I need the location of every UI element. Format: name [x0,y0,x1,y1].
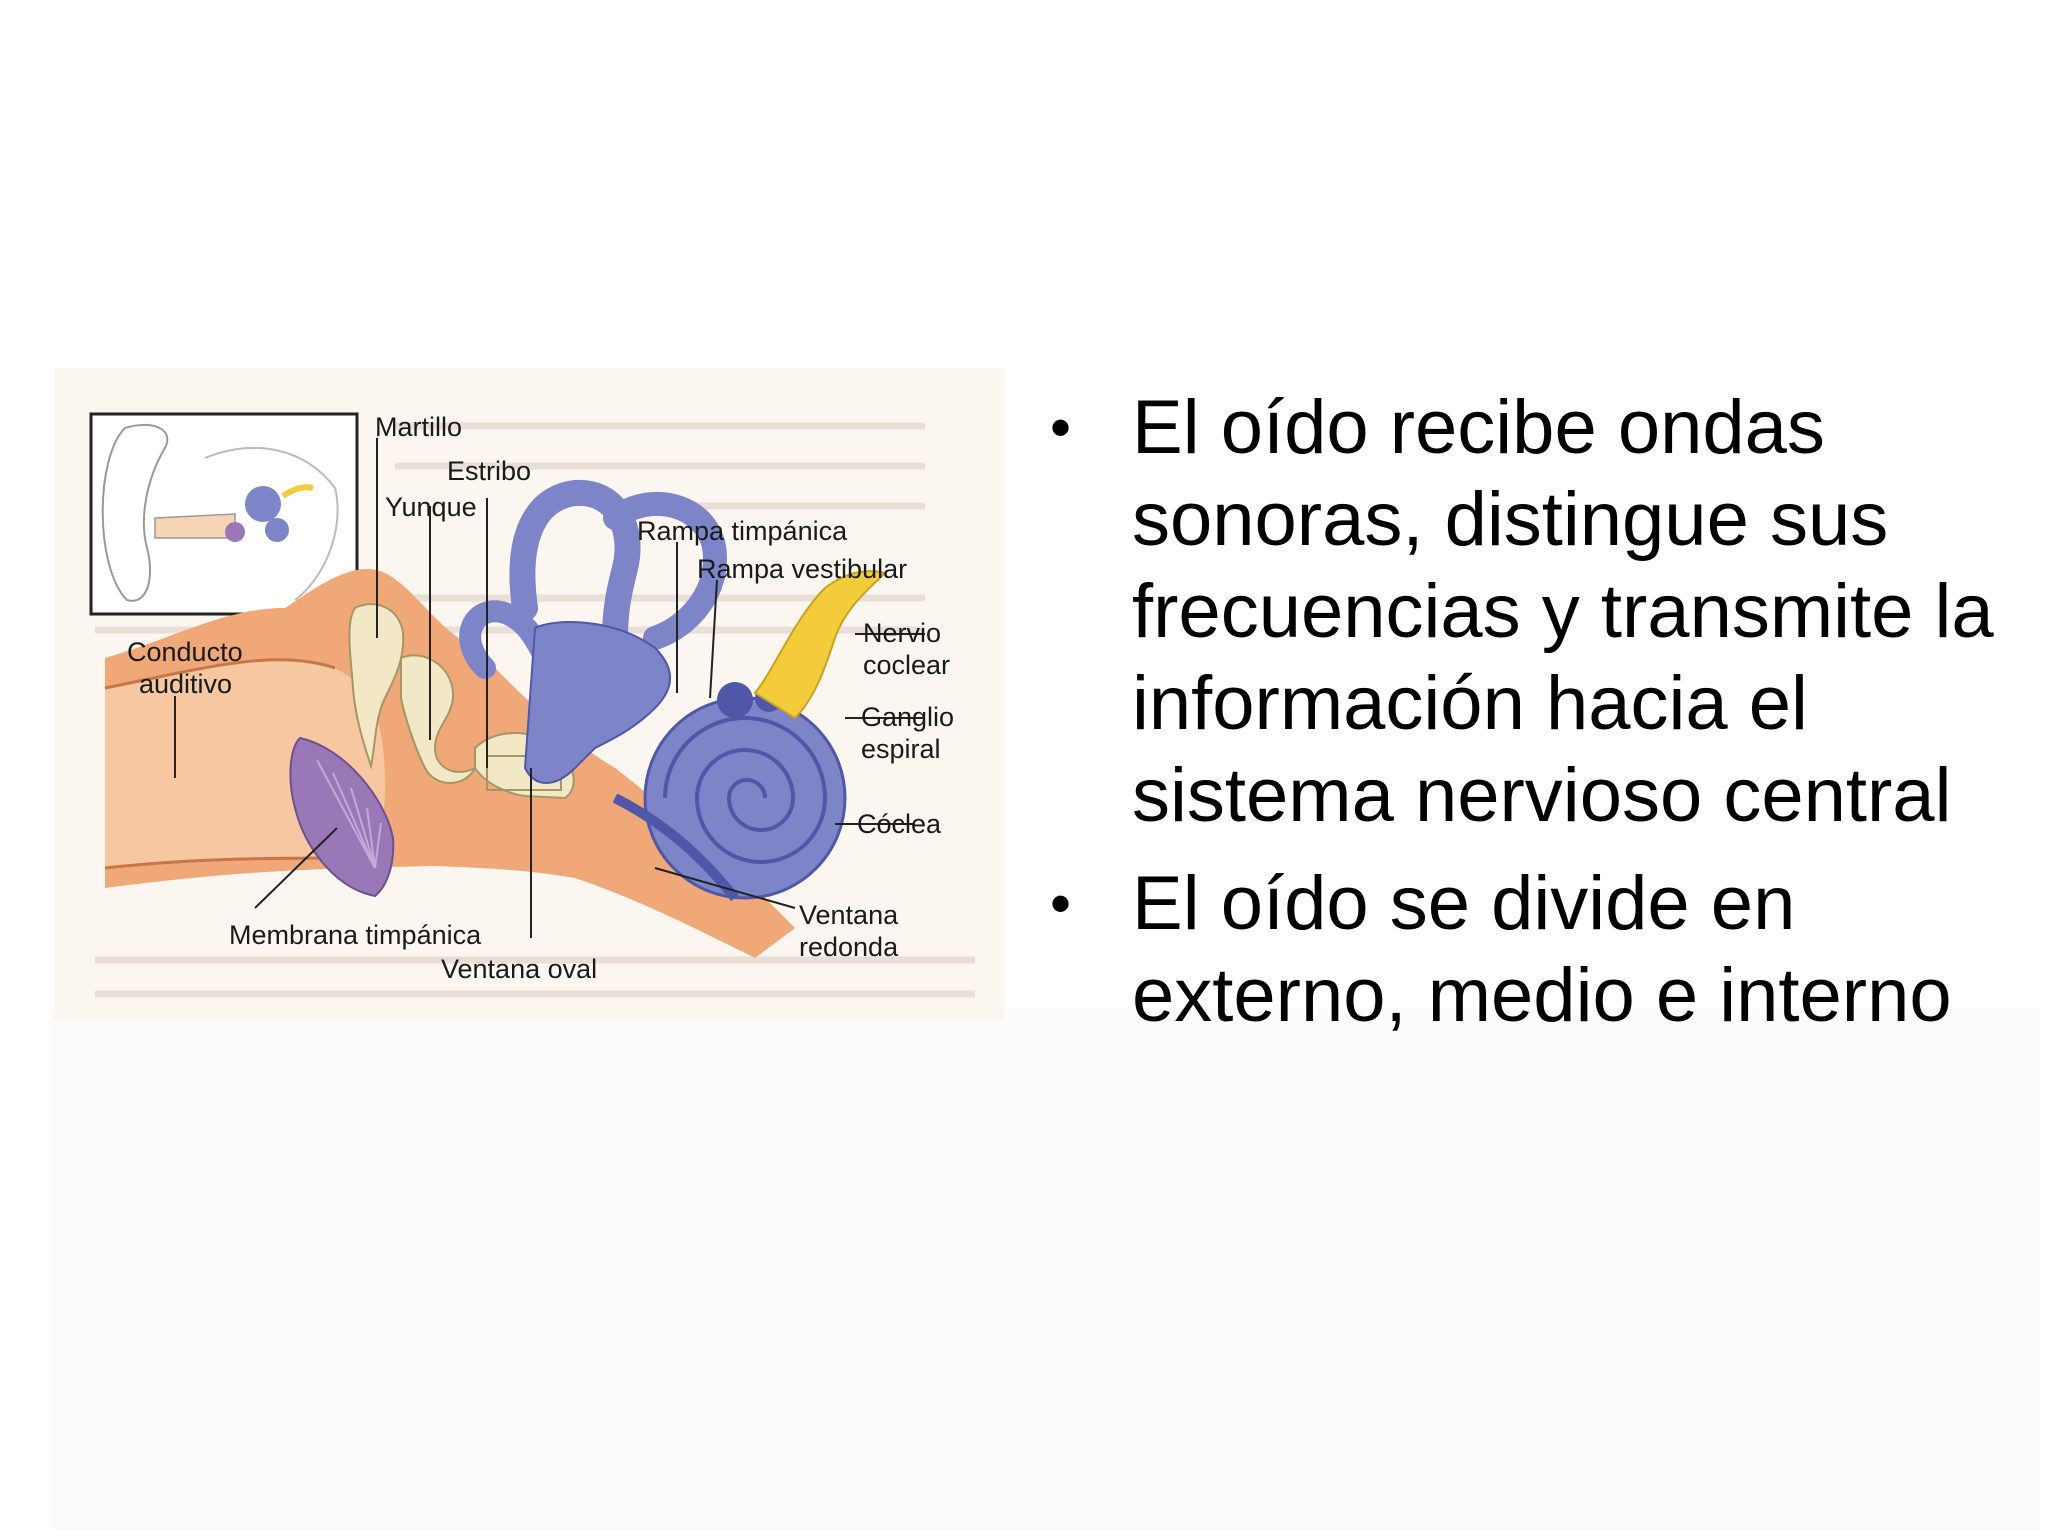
label-nervio-coclear-line2: coclear [863,650,951,680]
ear-anatomy-diagram [55,368,1005,1020]
bullet-item [1040,858,2040,1042]
label-martillo: Martillo [375,412,463,442]
label-conducto-auditivo-line2: auditivo [139,669,233,699]
slide-background-panel [50,1010,2040,1530]
bullet-symbol: • [1050,394,1072,461]
label-yunque: Yunque [385,492,477,522]
label-estribo: Estribo [447,456,532,486]
label-ventana-redonda-line2: redonda [799,932,899,962]
bullet-text: El oído se divide en externo, medio e interno [1132,861,1952,1038]
label-coclea: Cóclea [857,809,942,839]
label-conducto-auditivo-line1: Conducto [127,637,243,667]
label-ganglio-espiral-line2: espiral [861,734,941,764]
label-rampa-timpanica: Rampa timpánica [637,516,848,546]
label-rampa-vestibular: Rampa vestibular [697,554,908,584]
bullet-text: El oído recibe ondas sonoras, distingue sus frecuencias y transmite la información hacia el sistema nervioso central [1132,385,1994,838]
label-membrana-timpanica: Membrana timpánica [229,920,482,950]
label-ganglio-espiral-line1: Ganglio [861,702,955,732]
bullet-symbol: • [1050,870,1072,937]
inset-ear-overview [91,414,357,614]
label-nervio-coclear-line1: Nervio [863,618,942,648]
bullet-list [1040,382,2040,1058]
bullet-item [1040,382,2040,842]
label-ventana-oval: Ventana oval [441,954,598,984]
ear-anatomy-svg [55,368,1005,1020]
label-ventana-redonda-line1: Ventana [799,900,899,930]
